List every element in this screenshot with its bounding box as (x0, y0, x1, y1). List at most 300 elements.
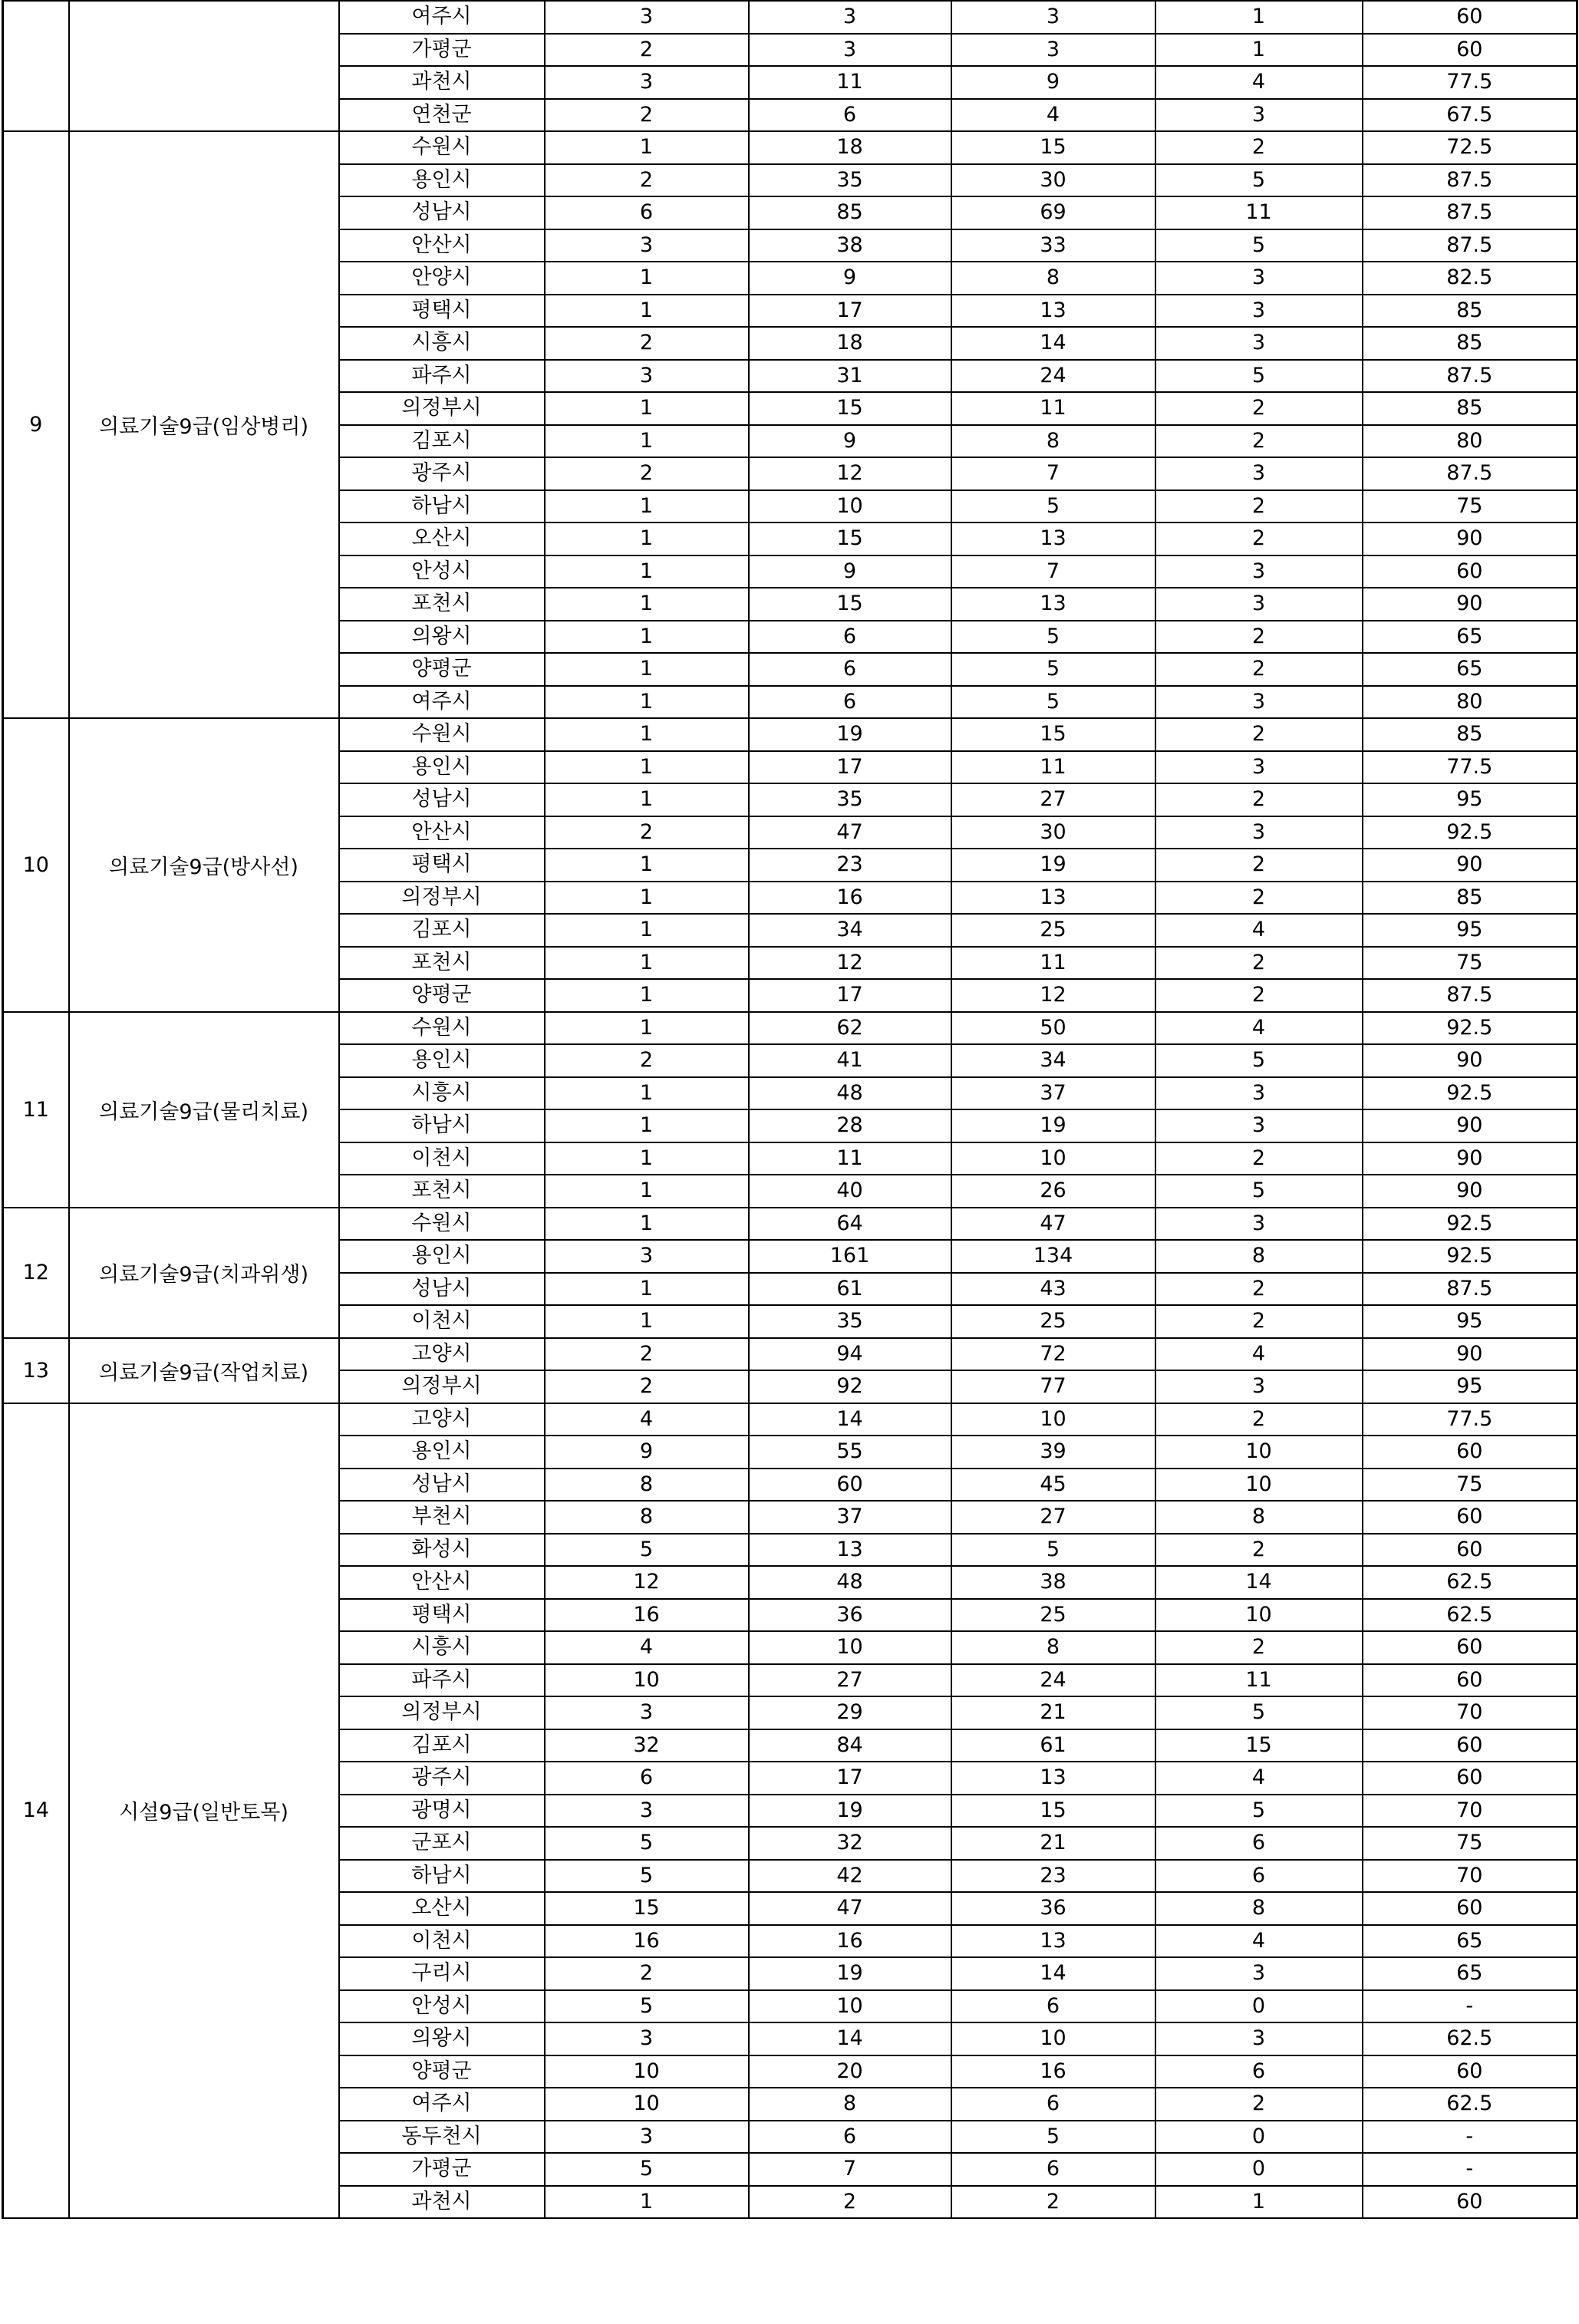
test-takers-cell: 30 (951, 816, 1155, 849)
passers-cell: 3 (1155, 2022, 1363, 2055)
passers-cell: 2 (1155, 1305, 1363, 1338)
test-takers-cell: 13 (951, 588, 1155, 621)
region-cell: 포천시 (339, 588, 545, 621)
cutoff-cell: 90 (1363, 1044, 1577, 1077)
quota-cell: 1 (545, 131, 749, 164)
passers-cell: 3 (1155, 457, 1363, 490)
cutoff-cell: 70 (1363, 1696, 1577, 1729)
passers-cell: 3 (1155, 686, 1363, 719)
test-takers-cell: 43 (951, 1273, 1155, 1306)
cutoff-cell: 85 (1363, 392, 1577, 425)
quota-cell: 4 (545, 1631, 749, 1664)
applicants-cell: 41 (749, 1044, 951, 1077)
quota-cell: 5 (545, 1827, 749, 1860)
quota-cell: 3 (545, 1795, 749, 1828)
test-takers-cell: 13 (951, 1925, 1155, 1958)
passers-cell: 2 (1155, 425, 1363, 458)
quota-cell: 6 (545, 196, 749, 229)
applicants-cell: 10 (749, 1631, 951, 1664)
test-takers-cell: 8 (951, 425, 1155, 458)
cutoff-cell: 75 (1363, 947, 1577, 980)
passers-cell: 3 (1155, 295, 1363, 328)
applicants-cell: 18 (749, 327, 951, 360)
applicants-cell: 48 (749, 1566, 951, 1599)
test-takers-cell: 27 (951, 783, 1155, 816)
cutoff-cell: 87.5 (1363, 457, 1577, 490)
cutoff-cell: 87.5 (1363, 360, 1577, 393)
passers-cell: 2 (1155, 1403, 1363, 1436)
applicants-cell: 19 (749, 718, 951, 751)
test-takers-cell: 8 (951, 262, 1155, 295)
passers-cell: 2 (1155, 947, 1363, 980)
passers-cell: 1 (1155, 34, 1363, 67)
passers-cell: 10 (1155, 1599, 1363, 1632)
applicants-cell: 7 (749, 2153, 951, 2186)
region-cell: 과천시 (339, 2186, 545, 2219)
cutoff-cell: 80 (1363, 686, 1577, 719)
quota-cell: 12 (545, 1566, 749, 1599)
region-cell: 하남시 (339, 1860, 545, 1893)
test-takers-cell: 25 (951, 1599, 1155, 1632)
quota-cell: 2 (545, 1338, 749, 1371)
applicants-cell: 17 (749, 1762, 951, 1795)
test-takers-cell: 15 (951, 718, 1155, 751)
passers-cell: 14 (1155, 1566, 1363, 1599)
region-cell: 평택시 (339, 295, 545, 328)
applicants-cell: 48 (749, 1077, 951, 1110)
job-category-cell (69, 1, 339, 131)
cutoff-cell: 90 (1363, 849, 1577, 882)
quota-cell: 1 (545, 2186, 749, 2219)
cutoff-cell: 87.5 (1363, 229, 1577, 262)
cutoff-cell: 85 (1363, 882, 1577, 915)
test-takers-cell: 16 (951, 2055, 1155, 2088)
cutoff-cell: 95 (1363, 1370, 1577, 1403)
passers-cell: 2 (1155, 131, 1363, 164)
applicants-cell: 13 (749, 1534, 951, 1567)
test-takers-cell: 6 (951, 1990, 1155, 2023)
test-takers-cell: 10 (951, 1142, 1155, 1175)
applicants-cell: 36 (749, 1599, 951, 1632)
quota-cell: 1 (545, 295, 749, 328)
region-cell: 안산시 (339, 1566, 545, 1599)
region-cell: 오산시 (339, 522, 545, 555)
applicants-cell: 3 (749, 1, 951, 34)
applicants-cell: 6 (749, 653, 951, 686)
test-takers-cell: 50 (951, 1012, 1155, 1045)
cutoff-cell: 75 (1363, 1469, 1577, 1502)
applicants-cell: 12 (749, 947, 951, 980)
group-number-cell: 14 (3, 1403, 69, 2219)
applicants-cell: 6 (749, 99, 951, 132)
quota-cell: 1 (545, 522, 749, 555)
table-row (3, 1338, 1577, 1371)
applicants-cell: 47 (749, 1892, 951, 1925)
test-takers-cell: 45 (951, 1469, 1155, 1502)
cutoff-cell: 92.5 (1363, 1240, 1577, 1273)
quota-cell: 1 (545, 783, 749, 816)
region-cell: 용인시 (339, 1044, 545, 1077)
quota-cell: 10 (545, 2055, 749, 2088)
cutoff-cell: 87.5 (1363, 164, 1577, 197)
table-row (3, 1012, 1577, 1045)
job-category-cell: 의료기술9급(임상병리) (69, 131, 339, 718)
quota-cell: 3 (545, 1, 749, 34)
applicants-cell: 3 (749, 34, 951, 67)
job-category-cell: 시설9급(일반토목) (69, 1403, 339, 2219)
quota-cell: 2 (545, 457, 749, 490)
quota-cell: 1 (545, 1273, 749, 1306)
applicants-cell: 35 (749, 1305, 951, 1338)
cutoff-cell: 80 (1363, 425, 1577, 458)
cutoff-cell: 60 (1363, 2186, 1577, 2219)
cutoff-cell: 85 (1363, 327, 1577, 360)
passers-cell: 3 (1155, 555, 1363, 588)
quota-cell: 2 (545, 1044, 749, 1077)
cutoff-cell: 92.5 (1363, 816, 1577, 849)
passers-cell: 3 (1155, 1077, 1363, 1110)
region-cell: 평택시 (339, 849, 545, 882)
region-cell: 포천시 (339, 947, 545, 980)
applicants-cell: 38 (749, 229, 951, 262)
quota-cell: 2 (545, 1370, 749, 1403)
quota-cell: 1 (545, 490, 749, 523)
test-takers-cell: 11 (951, 751, 1155, 784)
applicants-cell: 35 (749, 164, 951, 197)
cutoff-cell: 90 (1363, 522, 1577, 555)
test-takers-cell: 14 (951, 1957, 1155, 1990)
quota-cell: 8 (545, 1469, 749, 1502)
cutoff-cell: 65 (1363, 1957, 1577, 1990)
cutoff-cell: 95 (1363, 783, 1577, 816)
quota-cell: 1 (545, 1012, 749, 1045)
test-takers-cell: 38 (951, 1566, 1155, 1599)
quota-cell: 3 (545, 229, 749, 262)
applicants-cell: 8 (749, 2088, 951, 2121)
passers-cell: 11 (1155, 196, 1363, 229)
region-cell: 이천시 (339, 1142, 545, 1175)
passers-cell: 0 (1155, 2121, 1363, 2154)
quota-cell: 3 (545, 2022, 749, 2055)
region-cell: 용인시 (339, 751, 545, 784)
region-cell: 안양시 (339, 262, 545, 295)
quota-cell: 2 (545, 327, 749, 360)
applicants-cell: 10 (749, 490, 951, 523)
group-number-cell: 12 (3, 1208, 69, 1338)
test-takers-cell: 26 (951, 1175, 1155, 1208)
test-takers-cell: 72 (951, 1338, 1155, 1371)
quota-cell: 3 (545, 66, 749, 99)
cutoff-cell: - (1363, 2121, 1577, 2154)
passers-cell: 3 (1155, 751, 1363, 784)
cutoff-cell: 92.5 (1363, 1012, 1577, 1045)
test-takers-cell: 11 (951, 392, 1155, 425)
passers-cell: 3 (1155, 1370, 1363, 1403)
region-cell: 동두천시 (339, 2121, 545, 2154)
quota-cell: 1 (545, 1208, 749, 1241)
group-number-cell: 13 (3, 1338, 69, 1403)
passers-cell: 2 (1155, 783, 1363, 816)
cutoff-cell: 75 (1363, 1827, 1577, 1860)
test-takers-cell: 3 (951, 1, 1155, 34)
quota-cell: 1 (545, 1077, 749, 1110)
applicants-cell: 31 (749, 360, 951, 393)
passers-cell: 10 (1155, 1469, 1363, 1502)
cutoff-cell: - (1363, 2153, 1577, 2186)
applicants-cell: 14 (749, 2022, 951, 2055)
region-cell: 이천시 (339, 1925, 545, 1958)
region-cell: 의정부시 (339, 1696, 545, 1729)
applicants-cell: 42 (749, 1860, 951, 1893)
test-takers-cell: 5 (951, 686, 1155, 719)
applicants-cell: 15 (749, 588, 951, 621)
test-takers-cell: 6 (951, 2088, 1155, 2121)
region-cell: 고양시 (339, 1403, 545, 1436)
test-takers-cell: 5 (951, 2121, 1155, 2154)
applicants-cell: 20 (749, 2055, 951, 2088)
test-takers-cell: 23 (951, 1860, 1155, 1893)
quota-cell: 1 (545, 1142, 749, 1175)
cutoff-cell: 60 (1363, 1436, 1577, 1469)
test-takers-cell: 25 (951, 914, 1155, 947)
passers-cell: 2 (1155, 490, 1363, 523)
cutoff-cell: 60 (1363, 1762, 1577, 1795)
region-cell: 양평군 (339, 653, 545, 686)
passers-cell: 3 (1155, 1957, 1363, 1990)
quota-cell: 8 (545, 1501, 749, 1534)
cutoff-cell: 62.5 (1363, 1566, 1577, 1599)
applicants-cell: 16 (749, 1925, 951, 1958)
applicants-cell: 17 (749, 295, 951, 328)
cutoff-cell: 85 (1363, 718, 1577, 751)
region-cell: 여주시 (339, 1, 545, 34)
test-takers-cell: 15 (951, 131, 1155, 164)
applicants-cell: 27 (749, 1664, 951, 1697)
test-takers-cell: 8 (951, 1631, 1155, 1664)
applicants-cell: 35 (749, 783, 951, 816)
applicants-cell: 94 (749, 1338, 951, 1371)
region-cell: 연천군 (339, 99, 545, 132)
test-takers-cell: 19 (951, 1109, 1155, 1142)
passers-cell: 3 (1155, 99, 1363, 132)
quota-cell: 3 (545, 2121, 749, 2154)
quota-cell: 1 (545, 555, 749, 588)
passers-cell: 4 (1155, 1338, 1363, 1371)
region-cell: 오산시 (339, 1892, 545, 1925)
quota-cell: 1 (545, 262, 749, 295)
passers-cell: 4 (1155, 1925, 1363, 1958)
quota-cell: 32 (545, 1729, 749, 1762)
cutoff-cell: 95 (1363, 1305, 1577, 1338)
cutoff-cell: 70 (1363, 1860, 1577, 1893)
test-takers-cell: 30 (951, 164, 1155, 197)
applicants-cell: 17 (749, 751, 951, 784)
test-takers-cell: 5 (951, 621, 1155, 654)
applicants-cell: 6 (749, 621, 951, 654)
passers-cell: 3 (1155, 588, 1363, 621)
cutoff-cell: 72.5 (1363, 131, 1577, 164)
region-cell: 고양시 (339, 1338, 545, 1371)
group-number-cell: 9 (3, 131, 69, 718)
region-cell: 안산시 (339, 229, 545, 262)
region-cell: 김포시 (339, 914, 545, 947)
passers-cell: 2 (1155, 979, 1363, 1012)
cutoff-cell: 65 (1363, 653, 1577, 686)
passers-cell: 6 (1155, 2055, 1363, 2088)
table-row (3, 1, 1577, 34)
region-cell: 여주시 (339, 686, 545, 719)
cutoff-cell: - (1363, 1990, 1577, 2023)
applicants-cell: 47 (749, 816, 951, 849)
passers-cell: 2 (1155, 849, 1363, 882)
cutoff-cell: 90 (1363, 1175, 1577, 1208)
passers-cell: 2 (1155, 621, 1363, 654)
region-cell: 수원시 (339, 1208, 545, 1241)
applicants-cell: 32 (749, 1827, 951, 1860)
applicants-cell: 84 (749, 1729, 951, 1762)
cutoff-cell: 60 (1363, 2055, 1577, 2088)
cutoff-cell: 65 (1363, 621, 1577, 654)
region-cell: 성남시 (339, 1469, 545, 1502)
test-takers-cell: 7 (951, 457, 1155, 490)
passers-cell: 5 (1155, 1696, 1363, 1729)
group-number-cell (3, 1, 69, 131)
test-takers-cell: 15 (951, 1795, 1155, 1828)
region-cell: 성남시 (339, 1273, 545, 1306)
quota-cell: 1 (545, 621, 749, 654)
quota-cell: 1 (545, 392, 749, 425)
applicants-cell: 2 (749, 2186, 951, 2219)
applicants-cell: 11 (749, 1142, 951, 1175)
passers-cell: 5 (1155, 1044, 1363, 1077)
passers-cell: 2 (1155, 2088, 1363, 2121)
job-category-cell: 의료기술9급(물리치료) (69, 1012, 339, 1208)
applicants-cell: 9 (749, 555, 951, 588)
cutoff-cell: 92.5 (1363, 1077, 1577, 1110)
region-cell: 의정부시 (339, 882, 545, 915)
region-cell: 평택시 (339, 1599, 545, 1632)
passers-cell: 4 (1155, 1762, 1363, 1795)
quota-cell: 5 (545, 1860, 749, 1893)
quota-cell: 1 (545, 882, 749, 915)
region-cell: 의왕시 (339, 2022, 545, 2055)
applicants-cell: 40 (749, 1175, 951, 1208)
cutoff-cell: 90 (1363, 1338, 1577, 1371)
region-cell: 가평군 (339, 2153, 545, 2186)
passers-cell: 5 (1155, 1795, 1363, 1828)
region-cell: 파주시 (339, 360, 545, 393)
test-takers-cell: 10 (951, 2022, 1155, 2055)
passers-cell: 0 (1155, 1990, 1363, 2023)
passers-cell: 2 (1155, 882, 1363, 915)
region-cell: 이천시 (339, 1305, 545, 1338)
cutoff-cell: 92.5 (1363, 1208, 1577, 1241)
cutoff-cell: 75 (1363, 490, 1577, 523)
test-takers-cell: 24 (951, 1664, 1155, 1697)
applicants-cell: 55 (749, 1436, 951, 1469)
test-takers-cell: 24 (951, 360, 1155, 393)
quota-cell: 5 (545, 1990, 749, 2023)
test-takers-cell: 25 (951, 1305, 1155, 1338)
region-cell: 김포시 (339, 425, 545, 458)
passers-cell: 15 (1155, 1729, 1363, 1762)
test-takers-cell: 5 (951, 490, 1155, 523)
applicants-cell: 60 (749, 1469, 951, 1502)
recruitment-results-table (2, 0, 1578, 2219)
applicants-cell: 29 (749, 1696, 951, 1729)
cutoff-cell: 60 (1363, 1534, 1577, 1567)
test-takers-cell: 5 (951, 653, 1155, 686)
cutoff-cell: 67.5 (1363, 99, 1577, 132)
quota-cell: 16 (545, 1599, 749, 1632)
quota-cell: 1 (545, 425, 749, 458)
quota-cell: 6 (545, 1762, 749, 1795)
passers-cell: 10 (1155, 1436, 1363, 1469)
applicants-cell: 14 (749, 1403, 951, 1436)
applicants-cell: 10 (749, 1990, 951, 2023)
passers-cell: 8 (1155, 1240, 1363, 1273)
region-cell: 용인시 (339, 1240, 545, 1273)
quota-cell: 16 (545, 1925, 749, 1958)
job-category-cell: 의료기술9급(방사선) (69, 718, 339, 1012)
passers-cell: 5 (1155, 1175, 1363, 1208)
region-cell: 포천시 (339, 1175, 545, 1208)
quota-cell: 2 (545, 164, 749, 197)
applicants-cell: 6 (749, 686, 951, 719)
region-cell: 여주시 (339, 2088, 545, 2121)
test-takers-cell: 134 (951, 1240, 1155, 1273)
region-cell: 시흥시 (339, 327, 545, 360)
test-takers-cell: 13 (951, 1762, 1155, 1795)
quota-cell: 1 (545, 1305, 749, 1338)
table-row (3, 131, 1577, 164)
quota-cell: 1 (545, 653, 749, 686)
passers-cell: 0 (1155, 2153, 1363, 2186)
passers-cell: 3 (1155, 1208, 1363, 1241)
applicants-cell: 64 (749, 1208, 951, 1241)
passers-cell: 3 (1155, 816, 1363, 849)
cutoff-cell: 60 (1363, 555, 1577, 588)
quota-cell: 2 (545, 816, 749, 849)
applicants-cell: 19 (749, 1957, 951, 1990)
passers-cell: 4 (1155, 1012, 1363, 1045)
region-cell: 의왕시 (339, 621, 545, 654)
applicants-cell: 18 (749, 131, 951, 164)
cutoff-cell: 85 (1363, 295, 1577, 328)
applicants-cell: 92 (749, 1370, 951, 1403)
passers-cell: 2 (1155, 392, 1363, 425)
quota-cell: 9 (545, 1436, 749, 1469)
table-row (3, 1403, 1577, 1436)
applicants-cell: 6 (749, 2121, 951, 2154)
test-takers-cell: 9 (951, 66, 1155, 99)
region-cell: 시흥시 (339, 1077, 545, 1110)
passers-cell: 1 (1155, 1, 1363, 34)
region-cell: 안성시 (339, 555, 545, 588)
region-cell: 의정부시 (339, 1370, 545, 1403)
test-takers-cell: 4 (951, 99, 1155, 132)
test-takers-cell: 3 (951, 34, 1155, 67)
cutoff-cell: 95 (1363, 914, 1577, 947)
applicants-cell: 15 (749, 522, 951, 555)
cutoff-cell: 60 (1363, 1664, 1577, 1697)
cutoff-cell: 70 (1363, 1795, 1577, 1828)
test-takers-cell: 47 (951, 1208, 1155, 1241)
quota-cell: 3 (545, 360, 749, 393)
applicants-cell: 11 (749, 66, 951, 99)
cutoff-cell: 60 (1363, 1892, 1577, 1925)
table-body (3, 1, 1577, 2218)
